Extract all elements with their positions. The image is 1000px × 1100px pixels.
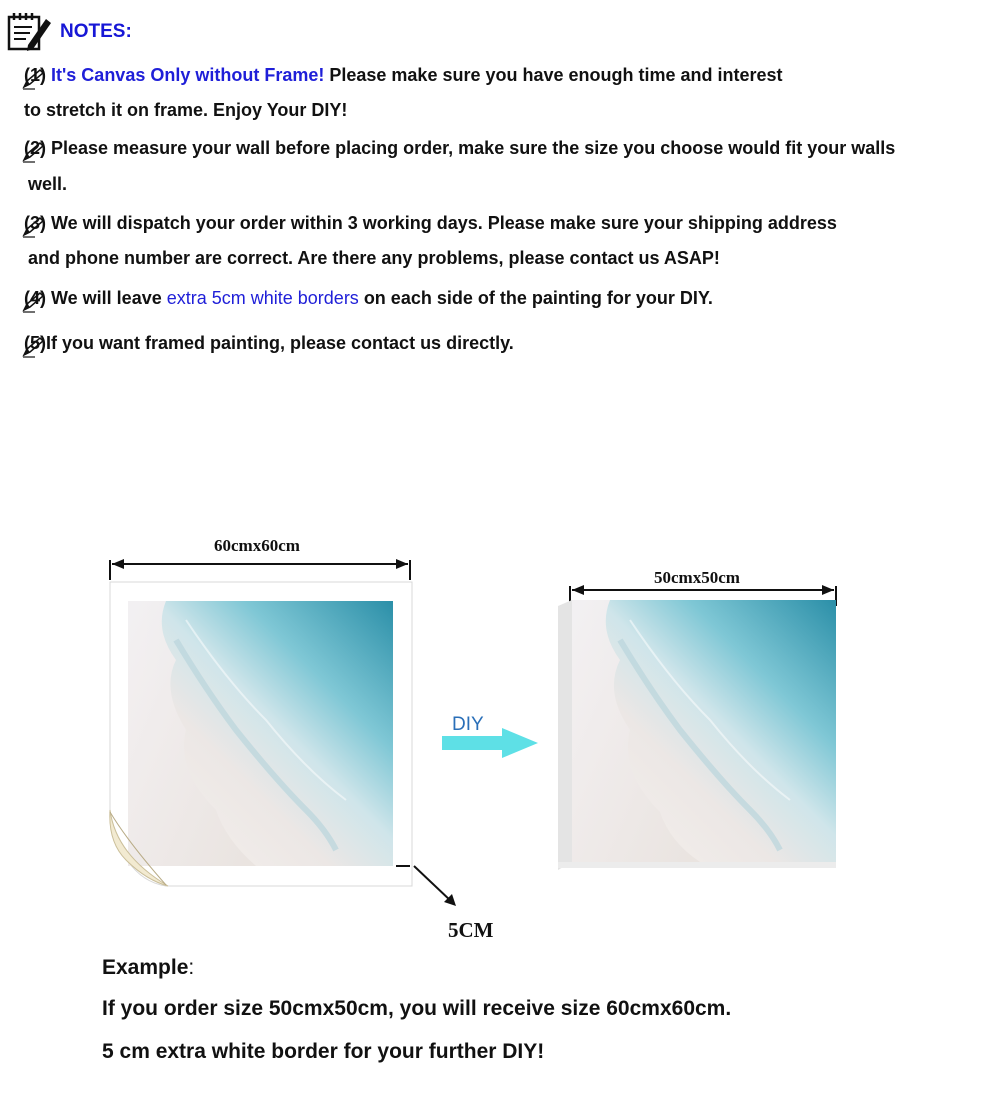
note-item-1 [24, 64, 783, 86]
unframed-canvas-image [106, 580, 418, 892]
left-dimension-label: 60cmx60cm [214, 536, 300, 555]
notepad-pencil-icon [6, 11, 52, 53]
note-text-pre: We will leave [46, 288, 167, 308]
note-text: Please make sure you have enough time and interest [324, 65, 783, 85]
border-size-label: 5CM [448, 918, 494, 942]
note-number: (4) [24, 288, 46, 308]
note-number: (2) [24, 138, 46, 158]
diy-arrow-icon [440, 728, 540, 760]
note-text: We will dispatch your order within 3 working days. Please make sure your shipping address [46, 213, 837, 233]
note-number: (1) [24, 65, 46, 85]
note-item-3-continued: and phone number are correct. Are there any problems, please contact us ASAP! [28, 248, 720, 268]
right-dimension-label: 50cmx50cm [654, 568, 740, 587]
note-item-2 [24, 137, 895, 159]
example-colon: : [188, 956, 195, 979]
note-number: (3) [24, 213, 46, 233]
note-number: (5) [24, 333, 46, 353]
note-highlight: extra 5cm white borders [166, 288, 359, 308]
example-label: Example [102, 956, 189, 979]
example-heading [102, 956, 194, 980]
border-pointer-arrow [412, 864, 462, 910]
note-highlight: It's Canvas Only without Frame! [51, 65, 325, 85]
stretched-canvas-image [554, 600, 840, 872]
note-item-4 [24, 287, 713, 309]
note-text: If you want framed painting, please contact us directly. [46, 333, 514, 353]
note-item-5 [24, 332, 514, 354]
note-item-3 [24, 212, 837, 234]
notes-header [6, 10, 132, 54]
left-dimension-arrow [104, 556, 418, 582]
note-text: Please measure your wall before placing order, make sure the size you choose would fit your walls [46, 138, 896, 158]
example-line-2: 5 cm extra white border for your further DIY! [102, 1040, 545, 1063]
note-item-2-continued: well. [28, 174, 68, 194]
example-line-1: If you order size 50cmx50cm, you will receive size 60cmx60cm. [102, 997, 732, 1020]
note-item-1-continued: to stretch it on frame. Enjoy Your DIY! [24, 100, 348, 120]
note-text-post: on each side of the painting for your DIY. [358, 288, 713, 308]
notes-title: NOTES: [60, 21, 132, 42]
diy-label: DIY [452, 714, 484, 735]
